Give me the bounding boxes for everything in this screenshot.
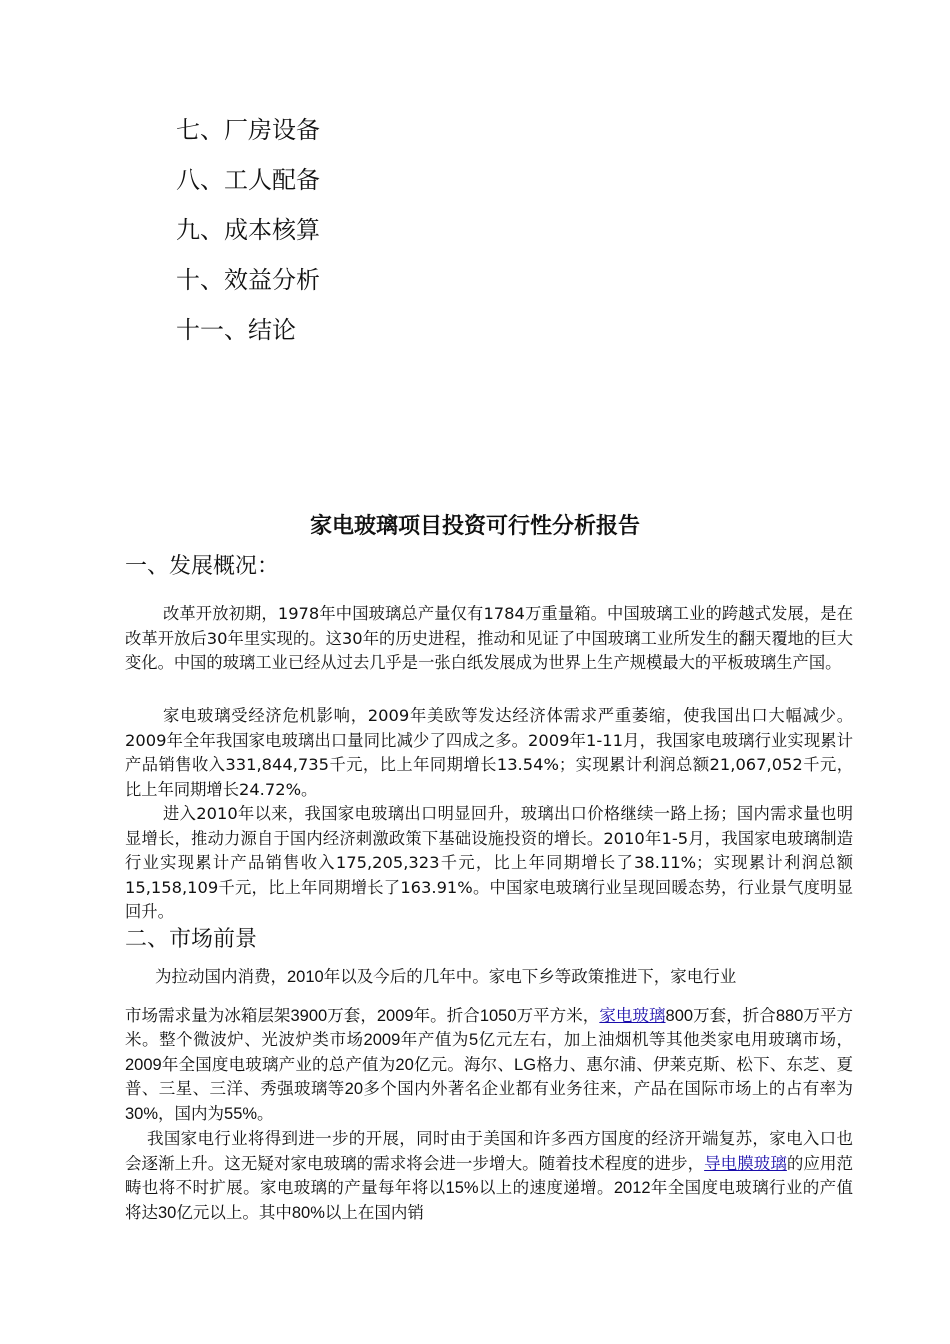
market-paragraph-2 [125,1127,853,1225]
section-heading-market: 二、市场前景 [125,927,258,952]
market-paragraph-1-line1: 为拉动国内消费，2010年以及今后的几年中。家电下乡等政策推进下，家电行业 [155,968,737,986]
market-paragraph-1 [125,965,853,1126]
market-paragraph-2-text-a: 我国家电行业将得到进一步的开展，同时由于美国和许多西方国度的经济开端复苏，家电入口也会逐渐上升。这无疑对家电玻璃的需求将会进一步增大。随着技术程度的进步， [125,1130,853,1173]
toc-item-9: 九、成本核算 [176,216,320,244]
report-title: 家电玻璃项目投资可行性分析报告 [309,514,640,539]
toc-item-11: 十一、结论 [176,316,296,344]
overview-paragraph-2: 家电玻璃受经济危机影响，2009年美欧等发达经济体需求严重萎缩，使我国出口大幅减少。2009年全年我国家电玻璃出口量同比减少了四成之多。2009年1-11月，我国家电玻璃行业实现累计产品销售收入331,844,735千元，比上年同期增长13.54%；实现累计利润总额21,067,052千元，比上年同期增长24.72%。 [125,706,853,799]
section-heading-overview: 一、发展概况： [125,554,280,579]
market-paragraph-2-text-b: 的应用范畴也将不时扩展。家电玻璃的产量每年将以15%以上的速度递增。2012年全国度电玻璃行业的产值将达30亿元以上。其中80%以上在国内销 [125,1154,854,1222]
market-paragraph-1-text-a: 市场需求量为冰箱层架3900万套，2009年。折合1050万平方米， [125,1006,600,1025]
toc-item-8: 八、工人配备 [176,166,320,194]
market-paragraph-1-text-b: 800万套，折合880万平方米。整个微波炉、光波炉类市场2009年产值为5亿元左右，加上油烟机等其他类家电用玻璃市场，2009年全国度电玻璃产业的总产值为20亿元。海尔、LG格力、惠尔浦、伊莱克斯、松下、东芝、夏普、三星、三洋、秀强玻璃等20多个国内外著名企业都有业务往来，产品在国际市场上的占有率为30%，国内为55%。 [125,1006,854,1123]
toc-item-10: 十、效益分析 [176,266,320,294]
toc-item-7: 七、厂房设备 [176,116,320,144]
link-appliance-glass[interactable]: 家电玻璃 [599,1006,666,1025]
overview-paragraph-3: 进入2010年以来，我国家电玻璃出口明显回升，玻璃出口价格继续一路上扬；国内需求量也明显增长，推动力源自于国内经济刺激政策下基础设施投资的增长。2010年1-5月，我国家电玻璃制造行业实现累计产品销售收入175,205,323千元，比上年同期增长了38.11%；实现累计利润总额15,158,109千元，比上年同期增长了163.91%。中国家电玻璃行业呈现回暖态势，行业景气度明显回升。 [125,804,853,921]
link-conductive-film-glass[interactable]: 导电膜玻璃 [704,1154,787,1173]
overview-paragraph-1: 改革开放初期，1978年中国玻璃总产量仅有1784万重量箱。中国玻璃工业的跨越式发展，是在改革开放后30年里实现的。这30年的历史进程，推动和见证了中国玻璃工业所发生的翻天覆地的巨大变化。中国的玻璃工业已经从过去几乎是一张白纸发展成为世界上生产规模最大的平板玻璃生产国。 [125,604,853,672]
